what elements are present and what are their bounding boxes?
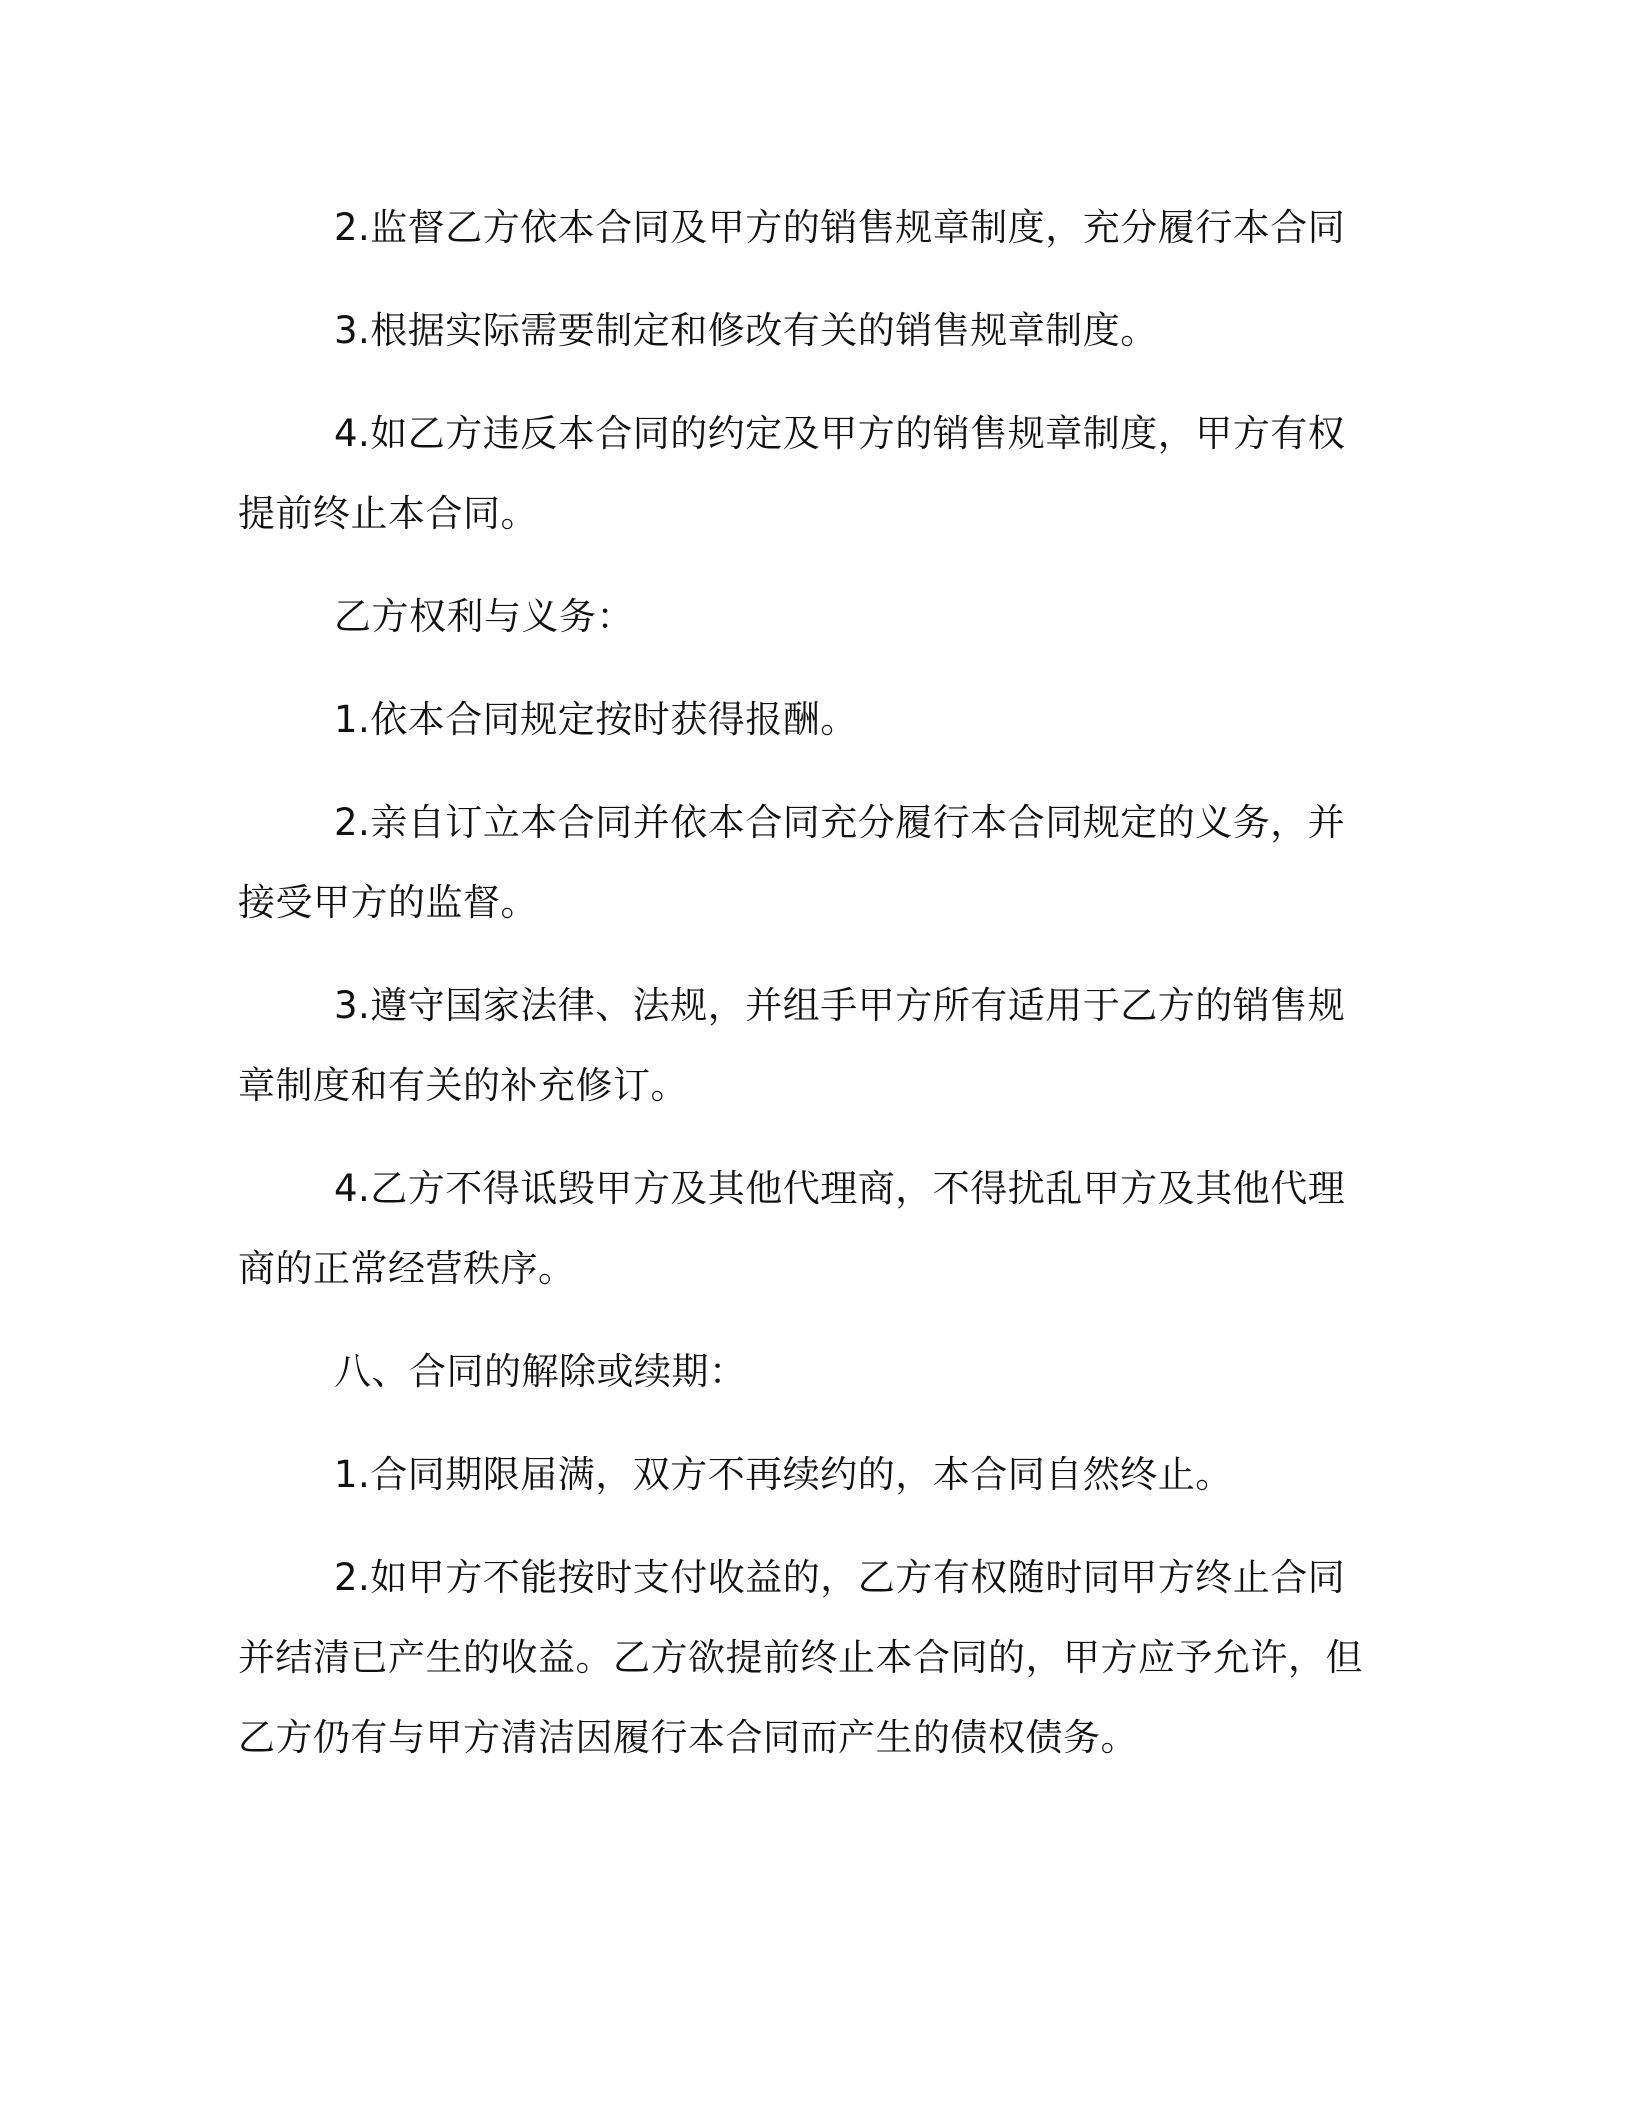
section-heading-termination: 八、合同的解除或续期： (334, 1350, 747, 1393)
paragraph-expiry: 1.合同期限届满，双方不再续约的，本合同自然终止。 (334, 1453, 1233, 1496)
paragraph-terminate: 4.如乙方违反本合同的约定及甲方的销售规章制度，甲方有权提前终止本合同。 (238, 412, 1346, 535)
section-heading-party-b: 乙方权利与义务： (334, 595, 634, 638)
paragraph-obligations: 2.亲自订立本合同并依本合同充分履行本合同规定的义务，并接受甲方的监督。 (238, 801, 1346, 924)
paragraph-early-termination: 2.如甲方不能按时支付收益的，乙方有权随时同甲方终止合同并结清已产生的收益。乙方欲提前终止本合同的，甲方应予允许，但乙方仍有与甲方清洁因履行本合同而产生的债权债务。 (238, 1556, 1363, 1759)
paragraph-rules: 3.根据实际需要制定和修改有关的销售规章制度。 (334, 309, 1158, 352)
paragraph-remuneration: 1.依本合同规定按时获得报酬。 (334, 698, 858, 741)
paragraph-no-defamation: 4.乙方不得诋毁甲方及其他代理商，不得扰乱甲方及其他代理商的正常经营秩序。 (238, 1167, 1346, 1290)
document-body (238, 188, 1368, 1778)
paragraph-compliance: 3.遵守国家法律、法规，并组手甲方所有适用于乙方的销售规章制度和有关的补充修订。 (238, 984, 1346, 1107)
paragraph-supervise: 2.监督乙方依本合同及甲方的销售规章制度，充分履行本合同 (334, 206, 1346, 249)
